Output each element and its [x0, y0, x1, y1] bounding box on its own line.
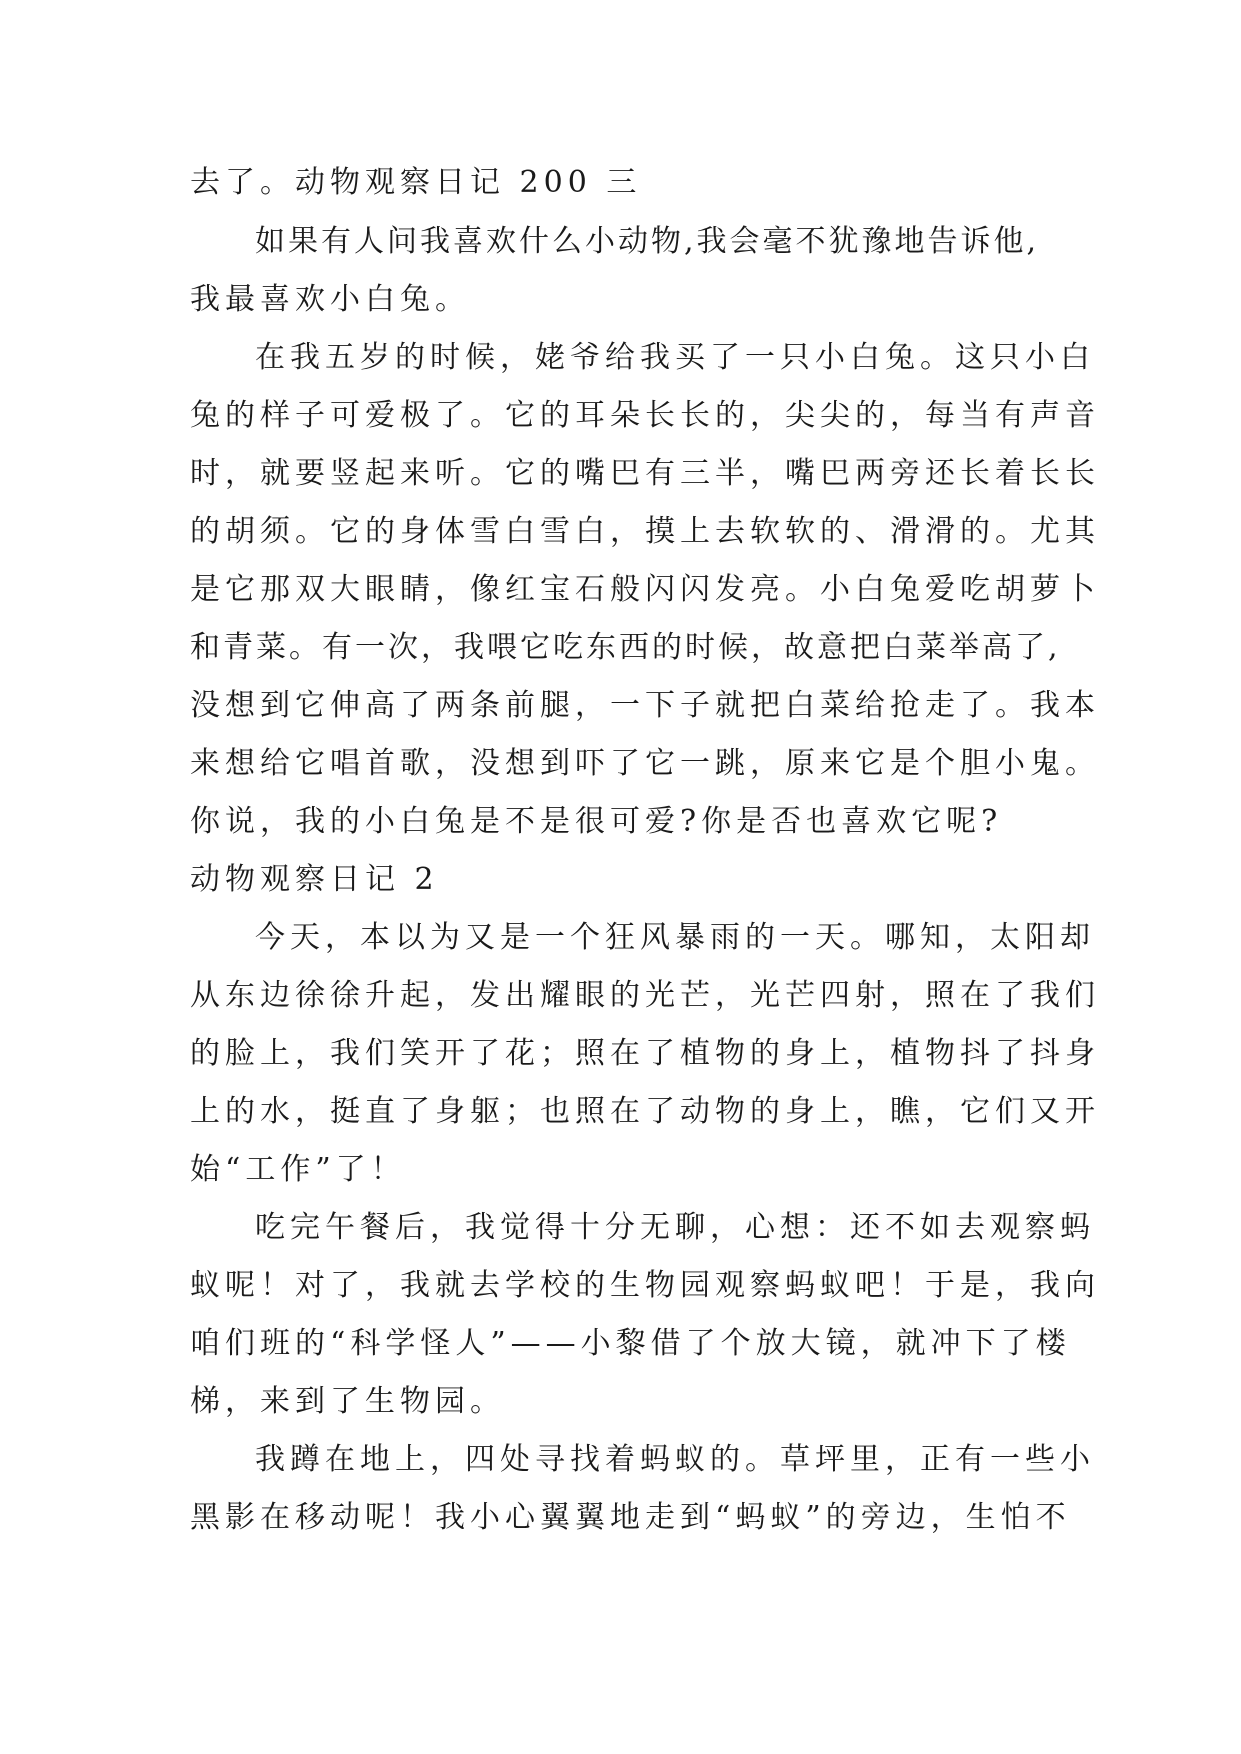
- text-line: 从东边徐徐升起，发出耀眼的光芒，光芒四射，照在了我们: [190, 978, 1100, 1013]
- section-heading: 动物观察日记 2: [190, 862, 439, 897]
- text-line: 没想到它伸高了两条前腿，一下子就把白菜给抢走了。我本: [190, 688, 1100, 723]
- text-line: 我蹲在地上，四处寻找着蚂蚁的。草坪里，正有一些小: [255, 1442, 1095, 1477]
- text-line: 在我五岁的时候，姥爷给我买了一只小白兔。这只小白: [255, 340, 1095, 375]
- text-line: 兔的样子可爱极了。它的耳朵长长的，尖尖的，每当有声音: [190, 398, 1100, 433]
- text-line: 黑影在移动呢！我小心翼翼地走到“蚂蚁”的旁边，生怕不: [190, 1500, 1071, 1535]
- text-line: 的胡须。它的身体雪白雪白，摸上去软软的、滑滑的。尤其: [190, 514, 1100, 549]
- text-line: 今天，本以为又是一个狂风暴雨的一天。哪知，太阳却: [255, 920, 1095, 955]
- text-line: 和青菜。有一次，我喂它吃东西的时候，故意把白菜举高了,: [190, 630, 1061, 665]
- text-line: 的脸上，我们笑开了花；照在了植物的身上，植物抖了抖身: [190, 1036, 1100, 1071]
- text-line: 蚁呢！对了，我就去学校的生物园观察蚂蚁吧！于是，我向: [190, 1268, 1100, 1303]
- text-line: 始“工作”了！: [190, 1152, 406, 1187]
- text-line: 咱们班的“科学怪人”——小黎借了个放大镜，就冲下了楼: [190, 1326, 1071, 1361]
- text-line: 是它那双大眼睛，像红宝石般闪闪发亮。小白兔爱吃胡萝卜: [190, 572, 1100, 607]
- text-line: 来想给它唱首歌，没想到吓了它一跳，原来它是个胆小鬼。: [190, 746, 1100, 781]
- text-line: 去了。动物观察日记 200 三: [190, 165, 642, 200]
- text-line: 梯，来到了生物园。: [190, 1384, 505, 1419]
- text-line: 吃完午餐后，我觉得十分无聊，心想：还不如去观察蚂: [255, 1210, 1095, 1245]
- text-line: 时，就要竖起来听。它的嘴巴有三半，嘴巴两旁还长着长长: [190, 456, 1100, 491]
- text-line: 如果有人问我喜欢什么小动物,我会毫不犹豫地告诉他,: [255, 224, 1040, 259]
- text-line: 我最喜欢小白兔。: [190, 282, 470, 317]
- text-line: 你说，我的小白兔是不是很可爱?你是否也喜欢它呢?: [190, 804, 1003, 839]
- text-line: 上的水，挺直了身躯；也照在了动物的身上，瞧，它们又开: [190, 1094, 1100, 1129]
